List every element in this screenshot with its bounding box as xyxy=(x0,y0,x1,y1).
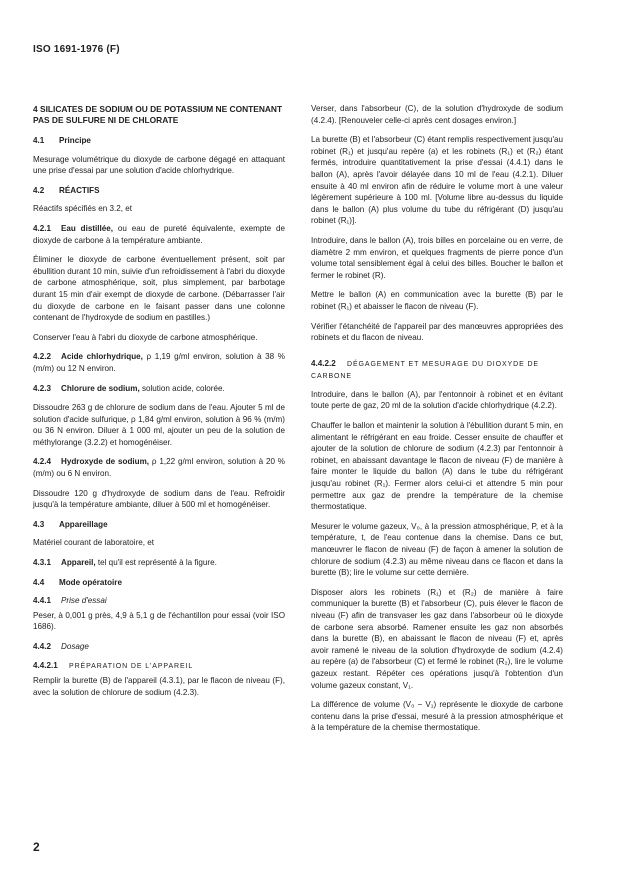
right-paragraph: Mettre le ballon (A) en communication avec la burette (B) par le robinet (R₁) et abaisser le flacon de niveau (F). xyxy=(311,290,563,311)
right-paragraph: Verser, dans l'absorbeur (C), de la solution d'hydroxyde de sodium (4.2.4). [Renouveler celle-ci après cent dosages environ.] xyxy=(311,104,563,125)
section-title: Prise d'essai xyxy=(61,596,107,606)
right-paragraph: Mesurer le volume gazeux, V₀, à la pression atmosphérique, P, et à la température, t, de l'eau contenue dans la chemise. Dans ce but, manœuvrer le flacon de niveau (F) de façon à amener la solution de chlorure de sodium (4.2.3) au même niveau dans ce flacon et dans la burette (B); lire le volume sur cette dernière. xyxy=(311,521,563,578)
section-4-4-1-text: Peser, à 0,001 g près, 4,9 à 5,1 g de l'échantillon pour essai (voir ISO 1686). xyxy=(33,610,285,632)
section-text: ρ 1,22 g/ml environ, solution à 20 % (m/m) ou 6 N environ. xyxy=(33,457,286,479)
section-4-2-1-p3: Conserver l'eau à l'abri du dioxyde de carbone atmosphérique. xyxy=(33,332,258,342)
section-title: Principe xyxy=(59,136,91,145)
section-text: ou eau de pureté équivalente, exempte de dioxyde de carbone à la température ambiante. xyxy=(33,223,285,245)
section-4-2-4-p: Dissoudre 120 g d'hydroxyde de sodium dans de l'eau. Refroidir jusqu'à la température ambiante, diluer à 500 ml et homogénéiser. xyxy=(33,488,285,510)
section-number: 4.2.4 xyxy=(33,457,52,467)
section-number: 4.4.2.1 xyxy=(33,660,58,670)
right-paragraph: La burette (B) et l'absorbeur (C) étant remplis respectivement jusqu'au robinet (R₁) et jusqu'au repère (a) et les robinets (R₁) et (R₂) étant fermés, introduire quantitativement la prise d'essai (4.4.1) dans le ballon (A), après l'avoir délayée dans 10 ml de l'eau (4.2.1). Diluer ensuite à 40 ml environ afin de réduire le volume mort à une valeur légèrement supérieure à 100 ml. [Volume libre au-dessus du liquide dans le ballon (A) plus volume du tube du réfrigérant (D) jusqu'au robinet (R₁)]. xyxy=(311,135,563,226)
section-number: 4.4.2.2 xyxy=(311,358,336,368)
section-4-3-1 xyxy=(33,557,285,569)
section-number: 4.2.2 xyxy=(33,352,52,362)
right-paragraph: Introduire, dans le ballon (A), trois billes en porcelaine ou en verre, de diamètre 2 mm environ, et quelques fragments de pierre ponce d'un volume total sensiblement égal à celui des billes. Boucher le ballon et fermer le robinet (R). xyxy=(311,235,563,280)
section-title: RÉACTIFS xyxy=(59,185,100,195)
section-4-2-1 xyxy=(33,223,285,246)
section-title: Chlorure de sodium, xyxy=(61,383,140,393)
section-4-2-3-p: Dissoudre 263 g de chlorure de sodium dans de l'eau. Ajouter 5 ml de solution d'acide sulfurique, ρ 1,84 g/ml environ, solution à 96 % (m/m) ou 36 N environ. Diluer à 1 000 ml, ajouter un peu de la solution de méthylorange (3.2.2) et homogénéiser. xyxy=(33,403,285,447)
section-number: 4.2 xyxy=(33,185,45,195)
section-4-title: 4 SILICATES DE SODIUM OU DE POTASSIUM NE CONTENANT PAS DE SULFURE NI DE CHLORATE xyxy=(33,104,283,125)
left-column xyxy=(33,104,285,706)
section-4-4-2-2-heading xyxy=(311,358,563,383)
section-4-1-heading xyxy=(33,135,285,147)
section-4-2-3 xyxy=(33,383,285,395)
section-4-2-text: Réactifs spécifiés en 3.2, et xyxy=(33,204,132,214)
page-number: 2 xyxy=(33,840,40,854)
section-4-2-2 xyxy=(33,351,285,374)
section-4-4-1-heading xyxy=(33,595,285,607)
section-title: Acide chlorhydrique, xyxy=(61,352,143,362)
section-4-4-2-1-text: Remplir la burette (B) de l'appareil (4.3.1), par le flacon de niveau (F), avec la solution de chlorure de sodium (4.2.3). xyxy=(33,676,285,697)
right-column xyxy=(311,103,563,742)
section-title: Hydroxyde de sodium, xyxy=(61,457,150,467)
section-number: 4.3.1 xyxy=(33,558,52,568)
section-text: tel qu'il est représenté à la figure. xyxy=(95,558,217,568)
section-number: 4.1 xyxy=(33,136,45,145)
section-number: 4.3 xyxy=(33,519,45,529)
section-number: 4.4 xyxy=(33,577,45,587)
right-paragraph: La différence de volume (V₀ − V₁) représente le dioxyde de carbone contenu dans la prise d'essai, mesuré à la pression atmosphérique et à la température de la chemise thermostatique. xyxy=(311,700,563,733)
section-text: ρ 1,19 g/ml environ, solution à 38 % (m/m) ou 12 N environ. xyxy=(33,352,285,373)
right-paragraph: Vérifier l'étanchéité de l'appareil par des manœuvres appropriées des robinets et du flacon de niveau. xyxy=(311,321,563,343)
section-4-4-heading xyxy=(33,577,285,589)
section-4-2-1-p2: Éliminer le dioxyde de carbone éventuellement présent, soit par ébullition durant 10 min, suivie d'un refroidissement à l'abri du dioxyde de carbone atmosphérique, soit, plus simplement, par barbotage durant 15 min d'air exempt de dioxyde de carbone. (Débarrasser l'air du dioxyde de carbone en le faisant passer dans une colonne contenant de l'hydroxyde de sodium en pastilles.) xyxy=(33,255,285,323)
section-title: Dosage xyxy=(61,642,89,651)
section-title: Mode opératoire xyxy=(59,577,122,587)
section-4-2-heading xyxy=(33,185,285,197)
section-title: PRÉPARATION DE L'APPAREIL xyxy=(69,662,194,670)
section-number: 4.2.1 xyxy=(33,223,52,233)
section-title: DÉGAGEMENT ET MESURAGE DU DIOXYDE DE CARBONE xyxy=(311,360,540,381)
section-4-4-2-heading xyxy=(33,641,285,653)
right-paragraph: Introduire, dans le ballon (A), par l'entonnoir à robinet et en évitant toute perte de gaz, 20 ml de la solution d'acide chlorhydrique (4.2.2). xyxy=(311,389,563,411)
section-number: 4.4.2 xyxy=(33,642,52,651)
section-4-3-heading xyxy=(33,519,285,531)
section-4-1-text: Mesurage volumétrique du dioxyde de carbone dégagé en attaquant une prise d'essai par une solution d'acide chlorhydrique. xyxy=(33,154,285,176)
document-header: ISO 1691-1976 (F) xyxy=(33,44,120,55)
section-text: solution acide, colorée. xyxy=(139,383,225,393)
section-4-4-2-1-heading xyxy=(33,660,285,673)
section-title: Appareillage xyxy=(59,519,108,529)
section-number: 4.4.1 xyxy=(33,596,52,606)
right-paragraph: Disposer alors les robinets (R₁) et (R₂) de manière à faire communiquer la burette (B) et l'absorbeur (C), puis élever le flacon de niveau (F) afin de transvaser les gaz dans l'absorbeur où le dioxyde de carbone sera absorbé. Ramener ensuite les gaz non absorbés dans la burette (B), en abaissant le flacon de niveau (F) et, après avoir ramené le niveau de la solution d'hydroxyde de sodium (4.2.4) au repère (a) de l'absorbeur (C) et fermé le robinet (R₂), lire le volume gazeux restant. Répéter ces opérations jusqu'à l'obtention d'un volume gazeux constant, V₁. xyxy=(311,587,563,690)
section-number: 4.2.3 xyxy=(33,383,52,393)
section-title: Eau distillée, xyxy=(61,223,114,233)
section-title: Appareil, xyxy=(61,558,96,568)
section-4-3-text: Matériel courant de laboratoire, et xyxy=(33,538,155,548)
section-4-2-4 xyxy=(33,456,285,479)
right-paragraph: Chauffer le ballon et maintenir la solution à l'ébullition durant 5 min, en alimentant le réfrigérant en eau froide. Cesser ensuite de chauffer et ajouter de la solution de chlorure de sodium (4.2.3) par l'entonnoir à robinet, en abaissant davantage le flacon de niveau (F) de manière à faire monter le liquide du ballon (A) dans le tube du réfrigérant jusqu'au robinet (R₁). Fermer alors celui-ci et attendre 5 min pour permettre aux gaz de prendre la température de la chemise thermostatique. xyxy=(311,421,563,512)
